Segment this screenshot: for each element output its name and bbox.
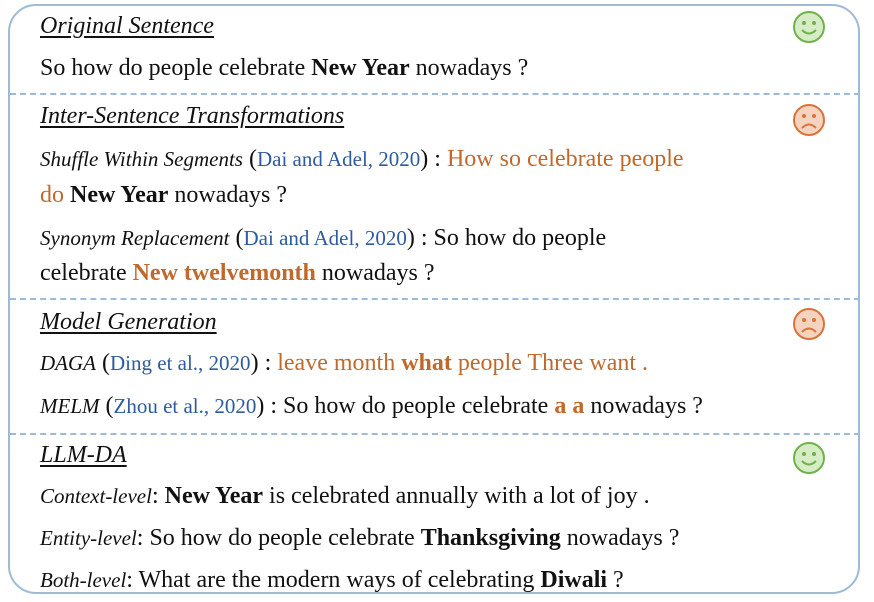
daga-line: DAGA (Ding et al., 2020) : leave month what people Three want .: [40, 350, 649, 376]
sad-face-icon: [792, 103, 826, 137]
shuffle-line-1: Shuffle Within Segments (Dai and Adel, 2020) : How so celebrate people: [40, 146, 684, 172]
melm-line: MELM (Zhou et al., 2020) : So how do people celebrate a a nowadays ?: [40, 393, 703, 419]
synonym-line-1: Synonym Replacement (Dai and Adel, 2020) : So how do people: [40, 225, 607, 251]
section-heading-original: Original Sentence: [40, 13, 214, 39]
both-level-line: Both-level: What are the modern ways of celebrating Diwali ?: [40, 567, 624, 593]
section-divider: [10, 298, 860, 300]
section-heading-llm: LLM-DA: [40, 442, 127, 468]
section-divider: [10, 433, 860, 435]
synonym-line-2: celebrate New twelvemonth nowadays ?: [40, 260, 435, 286]
happy-face-icon: [792, 441, 826, 475]
sad-face-icon: [792, 307, 826, 341]
happy-face-icon: [792, 10, 826, 44]
section-heading-model: Model Generation: [40, 309, 217, 335]
shuffle-line-2: do New Year nowadays ?: [40, 182, 288, 208]
section-divider: [10, 93, 860, 95]
context-level-line: Context-level: New Year is celebrated annually with a lot of joy .: [40, 483, 650, 509]
original-sentence: So how do people celebrate New Year nowadays ?: [40, 55, 529, 81]
section-heading-inter: Inter-Sentence Transformations: [40, 103, 345, 129]
entity-level-line: Entity-level: So how do people celebrate Thanksgiving nowadays ?: [40, 525, 680, 551]
